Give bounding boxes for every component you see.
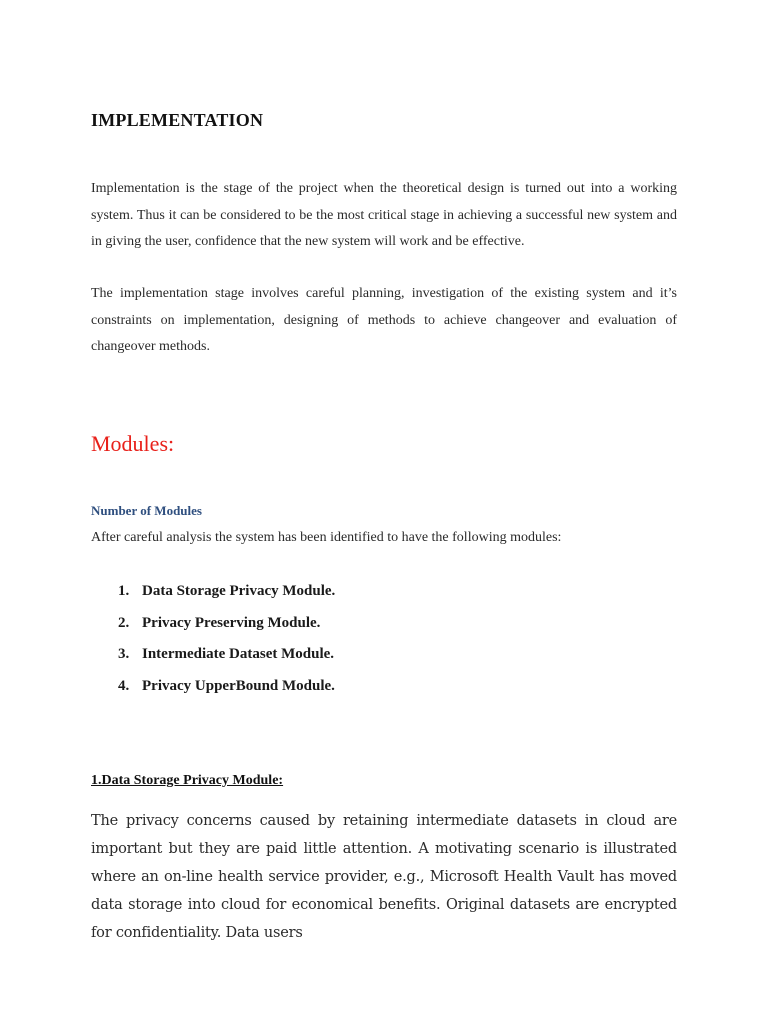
list-item — [91, 678, 335, 710]
list-item-label: Data Storage Privacy Module. — [142, 583, 336, 599]
module-list — [91, 583, 335, 709]
list-item-number: 2. — [118, 614, 130, 631]
modules-title: Modules: — [91, 431, 175, 456]
implementation-paragraph-1: Implementation is the stage of the project when the theoretical design is turned out into a working system. Thus it can be considered to be the most critical stage in achieving a successful new system and in giving the user, confidence that the new system will work and be effective. — [91, 181, 677, 249]
list-item-number: 4. — [118, 677, 130, 694]
list-item-label: Privacy Preserving Module. — [142, 614, 321, 631]
list-item-number: 1. — [118, 583, 130, 599]
list-item-label: Privacy UpperBound Module. — [142, 677, 335, 694]
list-item — [91, 646, 335, 678]
list-item — [91, 615, 335, 647]
list-item-number: 3. — [118, 646, 130, 662]
section-body-text: The privacy concerns caused by retaining intermediate datasets in cloud are important but they are paid little attention. A motivating scenario is illustrated where an on-line health service provider, e.g., Microsoft Health Vault has moved data storage into cloud for economical benefits. Original datasets are encrypted for confidentiality. Data users — [91, 813, 677, 941]
section-heading: 1.Data Storage Privacy Module: — [91, 773, 284, 788]
page-heading: IMPLEMENTATION — [91, 110, 264, 130]
number-of-modules-heading: Number of Modules — [91, 503, 202, 518]
list-item-label: Intermediate Dataset Module. — [142, 646, 335, 662]
implementation-paragraph-2: The implementation stage involves careful planning, investigation of the existing system and it’s constraints on implementation, designing of methods to achieve changeover and evaluation of changeover methods. — [91, 286, 677, 354]
modules-intro-line: After careful analysis the system has been identified to have the following modules: — [91, 530, 562, 545]
list-item — [91, 583, 335, 615]
